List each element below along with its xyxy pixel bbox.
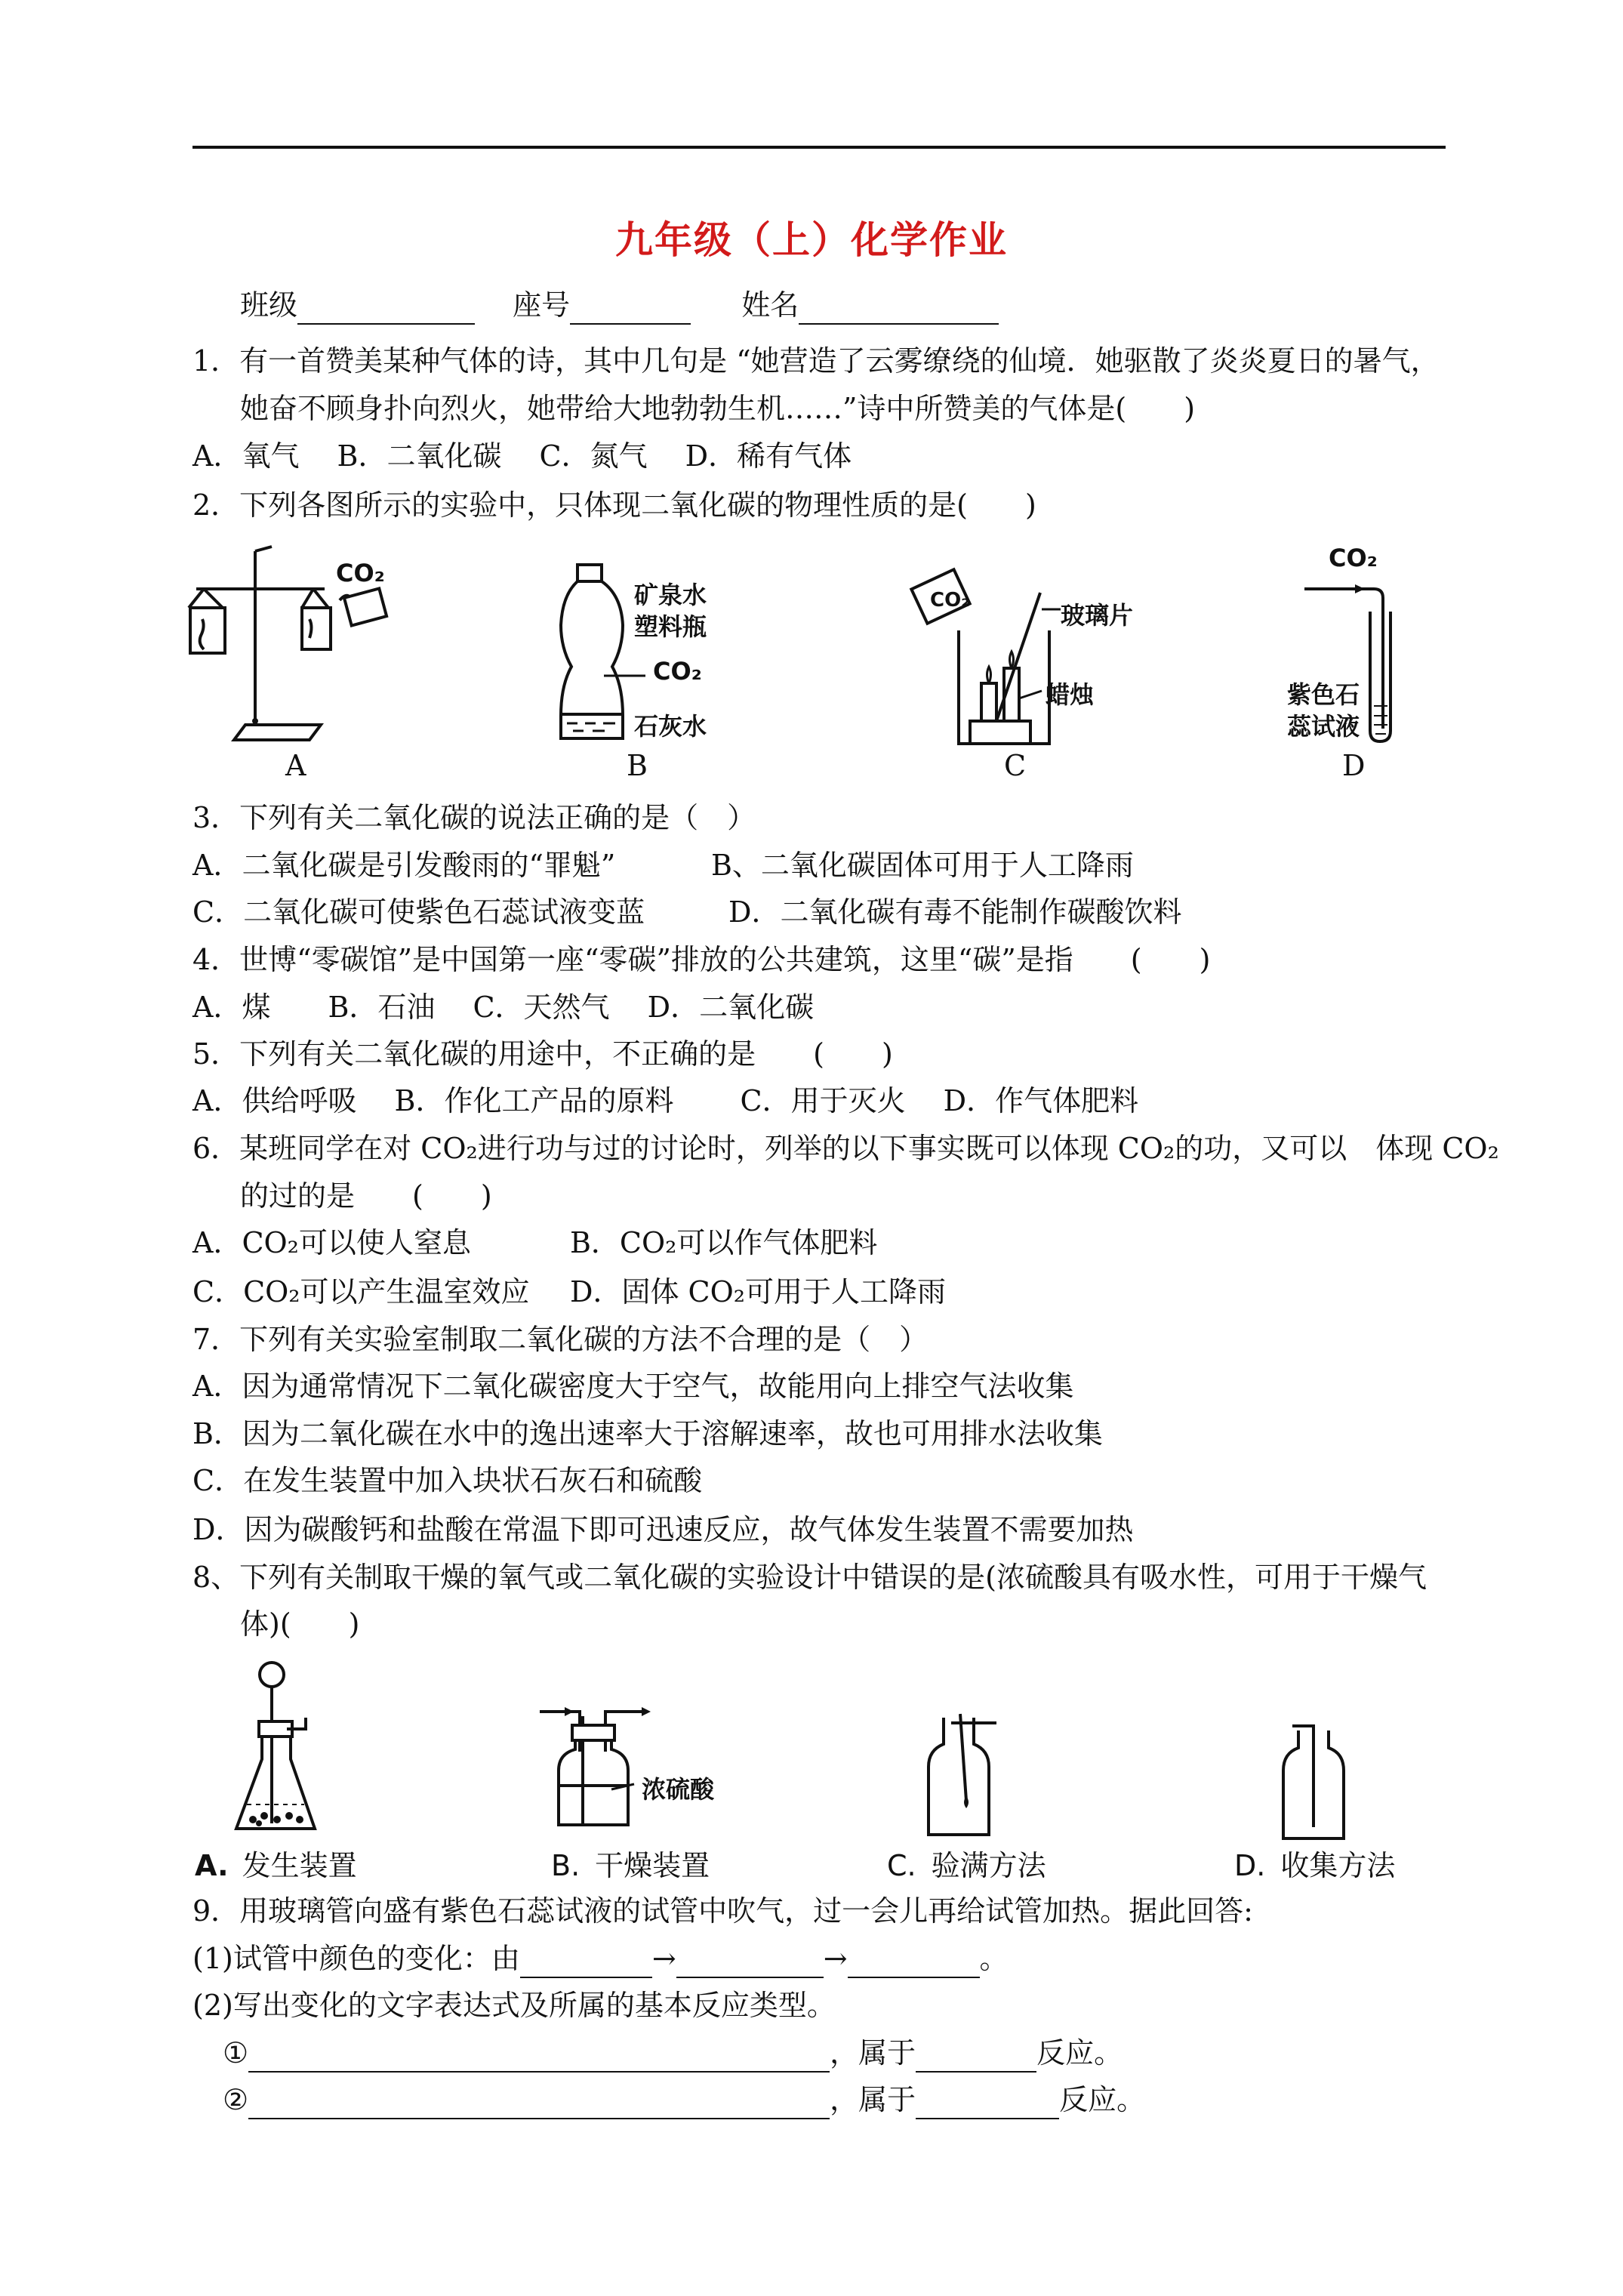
q8-caption-c bbox=[887, 1842, 1046, 1884]
fig-a-gas-label: CO₂ bbox=[336, 559, 385, 587]
seat-label: 座号 bbox=[513, 288, 571, 322]
q1-options: A．氧气 B．二氧化碳 C．氮气 D．稀有气体 bbox=[192, 439, 852, 473]
top-rule bbox=[192, 146, 1446, 149]
name-label: 姓名 bbox=[741, 288, 799, 322]
q8-caption-d bbox=[1234, 1842, 1395, 1884]
header-info bbox=[240, 285, 999, 325]
q8-fig-a-flask bbox=[230, 1661, 336, 1835]
q3-stem: 3．下列有关二氧化碳的说法正确的是（ ） bbox=[192, 801, 756, 834]
q9-expression-blank-1[interactable] bbox=[248, 2042, 830, 2073]
q4-stem: 4．世博“零碳馆”是中国第一座“零碳”排放的公共建筑，这里“碳”是指 ( ) bbox=[192, 943, 1211, 976]
q9-part2-label: (2)写出变化的文字表达式及所属的基本反应类型。 bbox=[192, 1989, 836, 2022]
q9-item1-marker: ① bbox=[223, 2036, 249, 2069]
q2-stem: 2．下列各图所示的实验中，只体现二氧化碳的物理性质的是( ) bbox=[192, 488, 1036, 522]
fig-b-bottle bbox=[547, 565, 638, 742]
q9-part1 bbox=[192, 1939, 1009, 1978]
q8-caption-c-text: 验满方法 bbox=[931, 1849, 1046, 1882]
fig-b-label2: 塑料瓶 bbox=[634, 612, 707, 641]
q8-line2: 体)( ) bbox=[240, 1607, 360, 1641]
q7-option-b: B．因为二氧化碳在水中的逸出速率大于溶解速率，故也可用排水法收集 bbox=[192, 1417, 1103, 1450]
q4-options: A．煤 B．石油 C．天然气 D．二氧化碳 bbox=[192, 991, 815, 1024]
q9-color-blank-2[interactable] bbox=[676, 1948, 824, 1978]
q6-line1: 6．某班同学在对 CO₂进行功与过的讨论时，列举的以下事实既可以体现 CO₂的功，又可以 体现 CO₂ bbox=[192, 1132, 1499, 1165]
fig-b-label3: 石灰水 bbox=[634, 712, 707, 741]
q7-option-a: A．因为通常情况下二氧化碳密度大于空气，故能用向上排空气法收集 bbox=[192, 1370, 1074, 1403]
q5-stem: 5．下列有关二氧化碳的用途中，不正确的是 ( ) bbox=[192, 1037, 893, 1071]
q9-item1 bbox=[223, 2033, 1123, 2073]
q9-type-blank-2[interactable] bbox=[916, 2089, 1059, 2119]
q9-item2 bbox=[223, 2080, 1145, 2119]
class-label: 班级 bbox=[240, 288, 298, 322]
q8-caption-a bbox=[195, 1842, 357, 1884]
arrow-icon: → bbox=[651, 1942, 676, 1975]
fig-c-letter: C bbox=[1004, 749, 1027, 782]
fig-d-label2: 蕊试液 bbox=[1287, 712, 1360, 741]
q7-option-c: C．在发生装置中加入块状石灰石和硫酸 bbox=[192, 1464, 703, 1497]
q9-color-blank-1[interactable] bbox=[520, 1948, 652, 1978]
q8-caption-a-text: 发生装置 bbox=[242, 1849, 357, 1882]
q1-line2: 她奋不顾身扑向烈火，她带给大地勃勃生机……”诗中所赞美的气体是( ) bbox=[240, 392, 1196, 425]
q8-caption-d-text: 收集方法 bbox=[1280, 1849, 1396, 1882]
q9-item1-reaction: 反应。 bbox=[1036, 2036, 1123, 2069]
q8-acid-label: 浓硫酸 bbox=[642, 1775, 715, 1804]
q6-line2: 的过的是 ( ) bbox=[240, 1179, 492, 1213]
q9-item1-belongs: ，属于 bbox=[830, 2036, 916, 2069]
q1-line1: 1．有一首赞美某种气体的诗，其中几句是 “她营造了云雾缭绕的仙境．她驱散了炎炎夏日的暑气， bbox=[192, 344, 1440, 378]
q8-fig-c-bottle bbox=[921, 1714, 1004, 1838]
fig-b-gas-label: CO₂ bbox=[653, 657, 702, 686]
q8-caption-d-letter: D. bbox=[1234, 1849, 1266, 1882]
fig-c-label1: 玻璃片 bbox=[1061, 601, 1134, 630]
fig-b-letter: B bbox=[627, 749, 648, 782]
q9-part1-end: 。 bbox=[979, 1942, 1009, 1975]
q8-fig-d-bottle bbox=[1276, 1721, 1359, 1842]
q3-option-c: C．二氧化碳可使紫色石蕊试液变蓝 bbox=[192, 895, 645, 929]
q9-item2-belongs: ，属于 bbox=[830, 2083, 916, 2116]
q9-part1-label: (1)试管中颜色的变化：由 bbox=[192, 1942, 520, 1975]
q6-option-a: A．CO₂可以使人窒息 bbox=[192, 1226, 471, 1259]
class-blank[interactable] bbox=[297, 294, 475, 325]
fig-b-label1: 矿泉水 bbox=[634, 581, 707, 609]
arrow-icon: → bbox=[823, 1942, 848, 1975]
fig-b-gas-leader bbox=[604, 672, 649, 680]
q8-line1: 8、下列有关制取干燥的氧气或二氧化碳的实验设计中错误的是(浓硫酸具有吸水性，可用于干燥气 bbox=[192, 1561, 1427, 1594]
fig-c-gas-label: CO₂ bbox=[930, 589, 970, 612]
fig-c-label2: 蜡烛 bbox=[1046, 680, 1095, 709]
q6-option-b: B．CO₂可以作气体肥料 bbox=[570, 1226, 878, 1259]
q5-options: A．供给呼吸 B．作化工产品的原料 C．用于灭火 D．作气体肥料 bbox=[192, 1084, 1139, 1117]
q8-fig-b-wash-bottle bbox=[536, 1703, 679, 1831]
q6-option-d: D．固体 CO₂可用于人工降雨 bbox=[570, 1275, 947, 1308]
q8-caption-b-letter: B. bbox=[551, 1849, 581, 1882]
name-blank[interactable] bbox=[799, 294, 999, 325]
q9-item2-marker: ② bbox=[223, 2083, 249, 2116]
q9-color-blank-3[interactable] bbox=[848, 1948, 980, 1978]
seat-blank[interactable] bbox=[570, 294, 691, 325]
q9-type-blank-1[interactable] bbox=[916, 2042, 1036, 2073]
q3-option-b: B、二氧化碳固体可用于人工降雨 bbox=[711, 849, 1134, 882]
fig-d-letter: D bbox=[1342, 749, 1366, 782]
fig-a-letter: A bbox=[285, 749, 306, 782]
q9-expression-blank-2[interactable] bbox=[248, 2089, 830, 2119]
q8-caption-b-text: 干燥装置 bbox=[595, 1849, 710, 1882]
q7-option-d: D．因为碳酸钙和盐酸在常温下即可迅速反应，故气体发生装置不需要加热 bbox=[192, 1513, 1134, 1546]
q9-stem: 9．用玻璃管向盛有紫色石蕊试液的试管中吹气，过一会儿再给试管加热。据此回答: bbox=[192, 1894, 1253, 1928]
fig-d-gas-label: CO₂ bbox=[1329, 544, 1378, 572]
q8-caption-b bbox=[551, 1842, 710, 1884]
q7-stem: 7．下列有关实验室制取二氧化碳的方法不合理的是（ ） bbox=[192, 1323, 929, 1356]
q8-caption-a-letter: A. bbox=[195, 1849, 229, 1882]
page-title: 九年级（上）化学作业 bbox=[615, 218, 1008, 262]
fig-d-label1: 紫色石 bbox=[1287, 680, 1360, 709]
q3-option-d: D．二氧化碳有毒不能制作碳酸饮料 bbox=[728, 895, 1182, 929]
q9-item2-reaction: 反应。 bbox=[1059, 2083, 1146, 2116]
q8-caption-c-letter: C. bbox=[887, 1849, 916, 1882]
q3-option-a: A．二氧化碳是引发酸雨的“罪魁” bbox=[192, 849, 616, 882]
q6-option-c: C．CO₂可以产生温室效应 bbox=[192, 1275, 530, 1308]
